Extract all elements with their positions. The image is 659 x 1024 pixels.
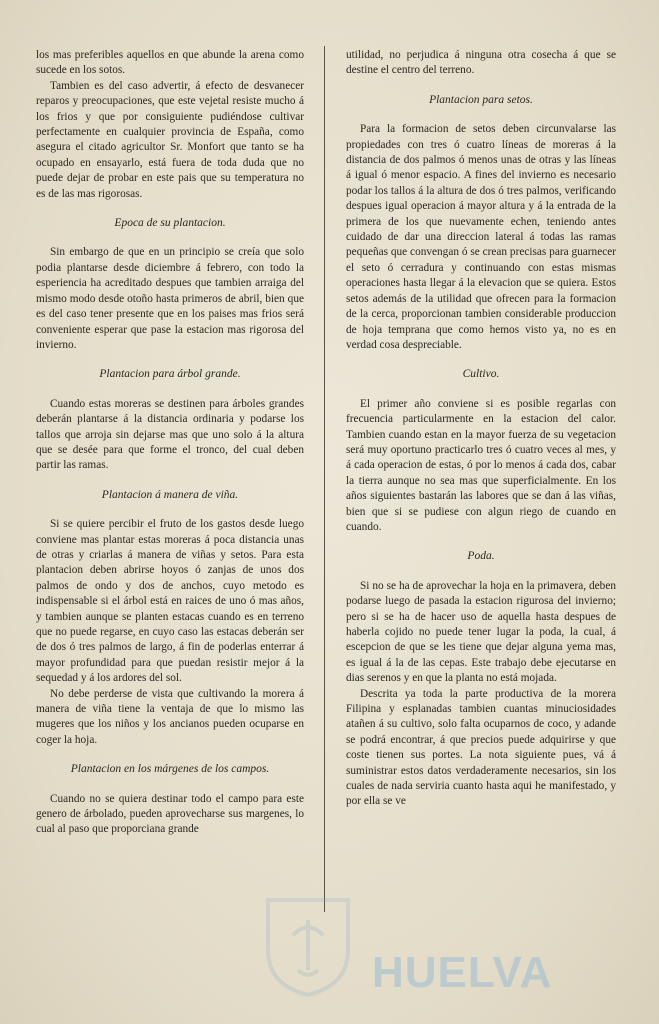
watermark-seal-icon xyxy=(258,890,358,1000)
paragraph: No debe perderse de vista que cultivando la morera á manera de viña tiene la ventaja de que lo mismo las mugeres que los niños y los ancianos pueden ocuparse en coger la hoja. xyxy=(36,687,304,746)
column-divider xyxy=(324,46,325,912)
paragraph: Si se quiere percibir el fruto de los gastos desde luego conviene mas plantar estas moreras á poca distancia unas de otras y criarlas á manera de viñas y setos. Para esta plantacion deben abrirse hoyos ó zanjas de unos dos palmos de ondo y dos de anchos, cuyo metodo es indispensable si el árbol está en raices de uno ó mas años, y tambien aunque se planten estacas cuando es en terreno que no puede regarse, en cuyo caso las estacas deberán ser de dos ó tres palmos de largo, á fin de poderlas enterrar á mayor profundidad para que puedan resistir mejor á la sequedad y á los ardores del sol. xyxy=(36,518,304,685)
section-heading: Plantacion en los márgenes de los campos. xyxy=(70,763,270,776)
section-heading: Epoca de su plantacion. xyxy=(114,217,226,230)
section-heading: Plantacion para setos. xyxy=(429,93,533,106)
paragraph: Para la formacion de setos deben circunvalarse las propiedades con tres ó cuatro líneas de moreras á la distancia de dos palmos ó menos unas de otras y las líneas á igual ó menor espacio. A fines del invierno es necesario podar los tallos á la altura de dos ó tres palmos, verificando despues igual operacion á mayor altura y á la entrada de la primera de los que nuevamente echen, teniendo antes cuidado de dar una direccion lateral á todas las ramas pequeñas que convengan ó se crean precisas para guarnecer el seto ó cerradura y continuando con estas mismas operaciones hasta llegar á la elevacion que se quiera. Estos setos además de la utilidad que ofrecen para la formacion de la cerca, proporcionan tambien considerable produccion de hoja temprana que como hemos visto ya, no es en verdad cosa despreciable. xyxy=(346,123,616,351)
paragraph: Descrita ya toda la parte productiva de la morera Filipina y esplanadas tambien cuantas minuciosidades atañen á su cultivo, solo falta ocuparnos de coco, y adande se podrá encontrar, á que precios puede adquirirse y que coste tienen sus portes. La nota siguiente pues, vá á suministrar estos datos verdaderamente necesarios, sin los cuales de nada serviria cuanto hasta aqui he manifestado, y por ella se ve xyxy=(346,687,616,808)
watermark-text: HUELVA xyxy=(372,948,553,997)
paragraph: utilidad, no perjudica á ninguna otra cosecha á que se destine el centro del terreno. xyxy=(346,49,616,77)
left-column xyxy=(36,48,304,838)
right-column xyxy=(346,48,616,810)
paragraph: Cuando no se quiera destinar todo el campo para este genero de árbolado, pueden aprovecharse sus margenes, lo cual al paso que proporciana grande xyxy=(36,792,304,836)
section-heading: Plantacion para árbol grande. xyxy=(99,368,241,381)
section-heading: Plantacion á manera de viña. xyxy=(101,488,239,501)
paragraph: El primer año conviene si es posible regarlas con frecuencia particularmente en la estacion del calor. Tambien cuando estan en la mayor fuerza de su vegetacion será muy oportuno practicarlo tres ó cuatro veces al mes, y á cada operacion de estas, ó por lo menos á cada dos, cabar la tierra aunque no sea mas que superficialmente. En los años siguientes bastarán las labores que se dan á las viñas, bien que si se pudiese con algun riego de cuando en cuando. xyxy=(346,397,616,533)
section-heading: Cultivo. xyxy=(462,368,500,381)
paragraph: Si no se ha de aprovechar la hoja en la primavera, deben podarse luego de pasada la estacion rigurosa del invierno; pero si se ha de hacer uso de aquella hasta despues de haberla cojido no puede tener lugar la poda, la cual, á escepcion de que se les tiene que dejar alguna yema mas, es igual á la de las cepas. Este trabajo debe ejecutarse en dias serenos y en que la planta no está mojada. xyxy=(346,579,616,685)
paragraph: los mas preferibles aquellos en que abunde la arena como sucede en los sotos. xyxy=(36,49,304,77)
paragraph: Sin embargo de que en un principio se creía que solo podia plantarse desde diciembre á febrero, con todo la esperiencia ha acreditado despues que tambien arraiga del mismo modo desde otoño hasta primeros de abril, bien que es del caso tener presente que en los paises mas frios será conveniente esperar que pase la estacion mas rigorosa del invierno. xyxy=(36,246,304,351)
paragraph: Cuando estas moreras se destinen para árboles grandes deberán plantarse á la distancia ordinaria y podarse los tallos que arroja sin dejarse mas que uno solo á la altura que se desée para que forme el tronco, del cual deben partir las ramas. xyxy=(36,397,304,472)
paragraph: Tambien es del caso advertir, á efecto de desvanecer reparos y preocupaciones, que este vejetal resiste mucho á los frios y que por consiguiente pudiéndose cultivar perfectamente en cualquier provincia de España, como asegura el citado agricultor Sr. Monfort que tanto se ha ocupado en ensayarlo, está fuera de toda duda que no puede dejar de probar en este pais que su temperatura no es de las mas rigorosas. xyxy=(36,79,304,200)
section-heading: Poda. xyxy=(467,550,495,563)
